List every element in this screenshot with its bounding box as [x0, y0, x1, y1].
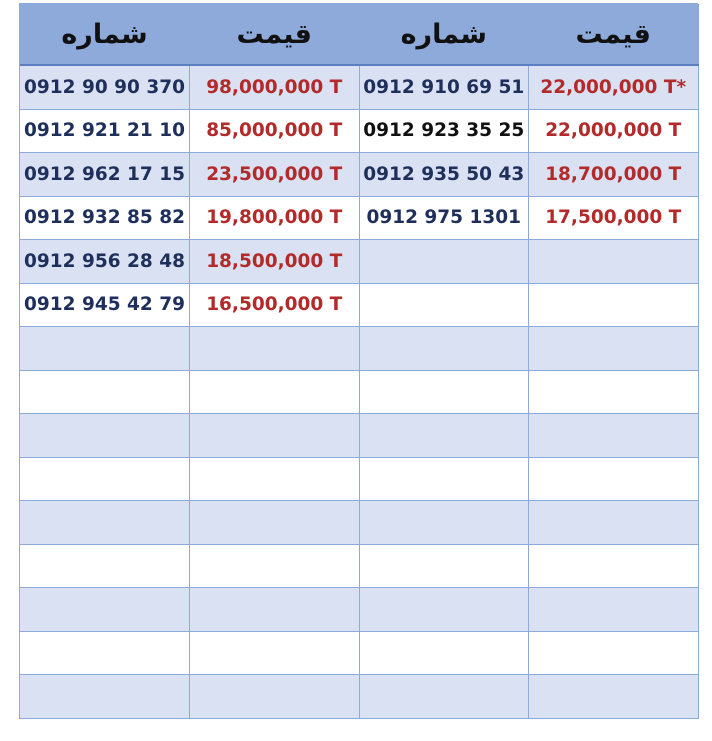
table-row	[20, 675, 698, 719]
table-row	[20, 65, 698, 109]
price-cell	[190, 370, 360, 414]
price-cell	[529, 327, 699, 371]
price-cell	[190, 501, 360, 545]
price-cell: 98,000,000 T	[190, 65, 360, 109]
number-cell	[359, 327, 529, 371]
price-cell: 19,800,000 T	[190, 196, 360, 240]
number-cell	[359, 675, 529, 719]
price-cell: 16,500,000 T	[190, 283, 360, 327]
number-cell	[359, 588, 529, 632]
number-cell	[359, 370, 529, 414]
number-cell	[20, 588, 190, 632]
table-row	[20, 457, 698, 501]
number-cell: 0912 945 42 79	[20, 283, 190, 327]
number-cell	[359, 414, 529, 458]
number-cell	[359, 457, 529, 501]
number-cell	[20, 544, 190, 588]
table-row	[20, 588, 698, 632]
number-cell	[20, 675, 190, 719]
table-row	[20, 370, 698, 414]
price-cell	[529, 457, 699, 501]
number-cell	[359, 544, 529, 588]
number-cell: 0912 910 69 51	[359, 65, 529, 109]
number-cell	[20, 501, 190, 545]
price-cell	[529, 675, 699, 719]
number-cell: 0912 932 85 82	[20, 196, 190, 240]
number-cell	[359, 501, 529, 545]
phone-number-price-table	[20, 4, 699, 719]
header-price-col-1: قیمت	[190, 4, 360, 65]
price-cell	[529, 544, 699, 588]
price-cell	[529, 414, 699, 458]
price-cell	[529, 588, 699, 632]
number-cell	[20, 631, 190, 675]
price-cell: 17,500,000 T	[529, 196, 699, 240]
table-row	[20, 501, 698, 545]
price-cell	[190, 588, 360, 632]
header-row	[20, 4, 698, 65]
price-cell: 18,700,000 T	[529, 153, 699, 197]
number-cell	[20, 327, 190, 371]
number-cell: 0912 935 50 43	[359, 153, 529, 197]
price-cell	[529, 501, 699, 545]
number-cell: 0912 975 1301	[359, 196, 529, 240]
number-cell: 0912 921 21 10	[20, 109, 190, 153]
table-row	[20, 153, 698, 197]
number-cell: 0912 962 17 15	[20, 153, 190, 197]
price-cell: 22,000,000 T*	[529, 65, 699, 109]
table-row	[20, 196, 698, 240]
price-cell	[190, 675, 360, 719]
price-cell: 22,000,000 T	[529, 109, 699, 153]
table-row	[20, 414, 698, 458]
number-cell	[20, 370, 190, 414]
table-body	[20, 65, 698, 718]
number-cell: 0912 90 90 370	[20, 65, 190, 109]
price-cell: 23,500,000 T	[190, 153, 360, 197]
price-cell	[529, 240, 699, 284]
number-cell	[20, 457, 190, 501]
header-price-col-2: قیمت	[529, 4, 699, 65]
table-row	[20, 631, 698, 675]
number-cell	[359, 631, 529, 675]
number-cell	[20, 414, 190, 458]
price-cell	[529, 370, 699, 414]
number-cell	[359, 283, 529, 327]
table-row	[20, 544, 698, 588]
price-cell: 85,000,000 T	[190, 109, 360, 153]
price-list-sheet	[19, 3, 698, 719]
price-cell	[190, 457, 360, 501]
price-cell: 18,500,000 T	[190, 240, 360, 284]
header-number-col-1: شماره	[20, 4, 190, 65]
header-number-col-2: شماره	[359, 4, 529, 65]
table-row	[20, 327, 698, 371]
price-cell	[190, 544, 360, 588]
table-row	[20, 240, 698, 284]
price-cell	[529, 631, 699, 675]
price-cell	[529, 283, 699, 327]
table-row	[20, 283, 698, 327]
price-cell	[190, 414, 360, 458]
number-cell: 0912 956 28 48	[20, 240, 190, 284]
price-cell	[190, 327, 360, 371]
number-cell: 0912 923 35 25	[359, 109, 529, 153]
number-cell	[359, 240, 529, 284]
price-cell	[190, 631, 360, 675]
table-row	[20, 109, 698, 153]
